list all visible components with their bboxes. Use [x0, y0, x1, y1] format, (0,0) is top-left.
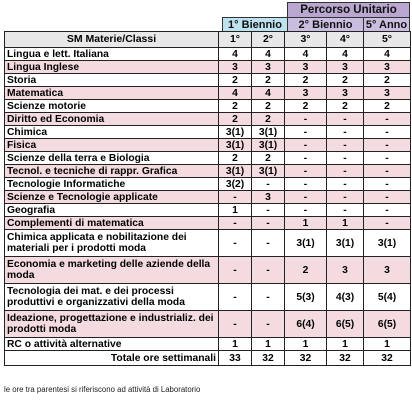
- table-row: [5, 87, 411, 100]
- column-header-subjects: SM Materie/Classi: [5, 32, 219, 48]
- subject-name: Geografia: [5, 204, 219, 217]
- subject-name: Chimica applicata e nobilitazione dei materiali per i prodotti moda: [5, 230, 219, 257]
- hours-cell: -: [364, 113, 411, 126]
- hours-cell: -: [364, 126, 411, 139]
- hours-cell: -: [285, 191, 327, 204]
- subject-name: Tecnologie Informatiche: [5, 178, 219, 191]
- table-row: [5, 284, 411, 311]
- subject-name: Economia e marketing delle aziende della moda: [5, 257, 219, 284]
- table-row: [5, 165, 411, 178]
- subject-name: Scienze motorie: [5, 100, 219, 113]
- hours-cell: 1: [285, 217, 327, 230]
- hours-cell: 1: [219, 204, 252, 217]
- hours-cell: -: [285, 139, 327, 152]
- hours-cell: -: [327, 178, 364, 191]
- total-hours-cell: 32: [327, 351, 364, 366]
- hours-cell: 3: [327, 61, 364, 74]
- hours-cell: 3(1): [252, 126, 285, 139]
- table-row: [5, 204, 411, 217]
- table-row: [5, 217, 411, 230]
- hours-cell: 3: [285, 61, 327, 74]
- hours-cell: 4: [327, 48, 364, 61]
- table-row: [5, 191, 411, 204]
- total-hours-cell: 32: [252, 351, 285, 366]
- hours-cell: 3: [327, 87, 364, 100]
- hours-cell: -: [285, 126, 327, 139]
- hours-cell: -: [252, 204, 285, 217]
- hours-cell: 3(1): [219, 165, 252, 178]
- hours-cell: -: [327, 165, 364, 178]
- hours-cell: -: [327, 139, 364, 152]
- hours-cell: -: [285, 165, 327, 178]
- hours-cell: -: [285, 113, 327, 126]
- hours-cell: -: [327, 204, 364, 217]
- table-row: [5, 113, 411, 126]
- hours-cell: 6(5): [364, 311, 411, 338]
- hours-cell: 3: [285, 87, 327, 100]
- hours-cell: -: [219, 217, 252, 230]
- hours-cell: -: [364, 217, 411, 230]
- subject-name: Complementi di matematica: [5, 217, 219, 230]
- table-row: [5, 48, 411, 61]
- total-hours-cell: 32: [285, 351, 327, 366]
- hours-cell: 2: [327, 100, 364, 113]
- hours-cell: 6(4): [285, 311, 327, 338]
- hours-cell: -: [252, 257, 285, 284]
- hours-cell: 2: [285, 257, 327, 284]
- subject-name: Matematica: [5, 87, 219, 100]
- subject-name: Tecnol. e tecniche di rappr. Grafica: [5, 165, 219, 178]
- quinto-anno-header: 5° Anno: [363, 17, 410, 32]
- hours-cell: 3: [364, 87, 411, 100]
- total-hours-cell: 33: [219, 351, 252, 366]
- subject-name: Diritto ed Economia: [5, 113, 219, 126]
- column-header-year: 2°: [252, 32, 285, 48]
- table-row: [5, 178, 411, 191]
- subject-name: Scienze della terra e Biologia: [5, 152, 219, 165]
- hours-cell: -: [364, 191, 411, 204]
- subject-name: Chimica: [5, 126, 219, 139]
- hours-cell: 3(1): [252, 139, 285, 152]
- subject-name: Scienze e Tecnologie applicate: [5, 191, 219, 204]
- subject-name: Ideazione, progettazione e industrializ. dei prodotti moda: [5, 311, 219, 338]
- hours-cell: -: [364, 165, 411, 178]
- total-label: Totale ore settimanali: [5, 351, 219, 366]
- hours-cell: -: [364, 139, 411, 152]
- hours-cell: -: [219, 311, 252, 338]
- hours-cell: -: [327, 191, 364, 204]
- hours-cell: -: [327, 126, 364, 139]
- hours-cell: 4: [364, 48, 411, 61]
- subject-name: Tecnologia dei mat. e dei processi produttivi e organizzativi della moda: [5, 284, 219, 311]
- hours-cell: 3: [364, 61, 411, 74]
- subject-name: RC o attività alternative: [5, 338, 219, 351]
- table-row: [5, 139, 411, 152]
- hours-cell: 2: [219, 74, 252, 87]
- hours-cell: 3(1): [219, 126, 252, 139]
- hours-cell: 1: [285, 338, 327, 351]
- hours-cell: 3(1): [219, 139, 252, 152]
- table-row: [5, 126, 411, 139]
- subject-name: Lingua Inglese: [5, 61, 219, 74]
- hours-cell: 3(1): [327, 230, 364, 257]
- hours-cell: -: [327, 113, 364, 126]
- table-row: [5, 74, 411, 87]
- table-row: [5, 338, 411, 351]
- hours-cell: 1: [327, 338, 364, 351]
- hours-cell: -: [252, 230, 285, 257]
- column-header-year: 1°: [219, 32, 252, 48]
- hours-cell: 2: [219, 113, 252, 126]
- hours-cell: 2: [219, 152, 252, 165]
- table-row: [5, 230, 411, 257]
- hours-cell: -: [219, 230, 252, 257]
- hours-cell: 3: [219, 61, 252, 74]
- table-row: [5, 152, 411, 165]
- hours-cell: 2: [285, 74, 327, 87]
- hours-cell: 2: [219, 100, 252, 113]
- hours-cell: 1: [252, 338, 285, 351]
- table-row: [5, 61, 411, 74]
- hours-cell: 1: [364, 338, 411, 351]
- percorso-unitario-header: Percorso Unitario: [287, 2, 410, 18]
- hours-cell: 4: [285, 48, 327, 61]
- hours-cell: 4(3): [327, 284, 364, 311]
- hours-cell: 2: [285, 100, 327, 113]
- hours-cell: 2: [252, 74, 285, 87]
- hours-cell: -: [285, 178, 327, 191]
- hours-cell: 4: [219, 48, 252, 61]
- hours-cell: 2: [252, 100, 285, 113]
- hours-cell: -: [219, 191, 252, 204]
- hours-cell: 4: [219, 87, 252, 100]
- hours-cell: 5(4): [364, 284, 411, 311]
- hours-cell: -: [364, 204, 411, 217]
- subject-name: Storia: [5, 74, 219, 87]
- hours-cell: -: [219, 257, 252, 284]
- hours-cell: -: [364, 178, 411, 191]
- column-header-year: 4°: [327, 32, 364, 48]
- hours-cell: -: [285, 204, 327, 217]
- primo-biennio-header: 1° Biennio: [222, 17, 288, 32]
- hours-cell: 3(1): [285, 230, 327, 257]
- hours-cell: 5(3): [285, 284, 327, 311]
- hours-cell: -: [252, 178, 285, 191]
- hours-cell: 2: [327, 74, 364, 87]
- subjects-hours-table: [4, 31, 411, 366]
- column-header-year: 3°: [285, 32, 327, 48]
- hours-cell: 1: [327, 217, 364, 230]
- table-row: [5, 100, 411, 113]
- hours-cell: 2: [252, 152, 285, 165]
- hours-cell: -: [252, 217, 285, 230]
- hours-cell: 3: [327, 257, 364, 284]
- hours-cell: 2: [364, 100, 411, 113]
- subject-name: Lingua e lett. Italiana: [5, 48, 219, 61]
- total-row: [5, 351, 411, 366]
- hours-cell: 3(2): [219, 178, 252, 191]
- hours-cell: 2: [252, 113, 285, 126]
- hours-cell: -: [252, 311, 285, 338]
- hours-cell: 4: [252, 48, 285, 61]
- hours-cell: 6(5): [327, 311, 364, 338]
- subject-name: Fisica: [5, 139, 219, 152]
- hours-cell: 3: [364, 257, 411, 284]
- table-header-row: [5, 32, 411, 48]
- hours-cell: -: [285, 152, 327, 165]
- total-hours-cell: 32: [364, 351, 411, 366]
- hours-cell: 3: [252, 61, 285, 74]
- hours-cell: -: [219, 284, 252, 311]
- hours-cell: 3(1): [252, 165, 285, 178]
- table-row: [5, 257, 411, 284]
- hours-cell: -: [252, 284, 285, 311]
- secondo-biennio-header: 2° Biennio: [287, 17, 364, 32]
- table-row: [5, 311, 411, 338]
- hours-cell: 3: [252, 191, 285, 204]
- column-header-year: 5°: [364, 32, 411, 48]
- hours-cell: 3(1): [364, 230, 411, 257]
- hours-cell: 4: [252, 87, 285, 100]
- hours-cell: 2: [364, 74, 411, 87]
- footnote: le ore tra parentesi si riferiscono ad attività di Laboratorio: [4, 385, 201, 394]
- hours-cell: -: [364, 152, 411, 165]
- hours-cell: -: [327, 152, 364, 165]
- hours-cell: 1: [219, 338, 252, 351]
